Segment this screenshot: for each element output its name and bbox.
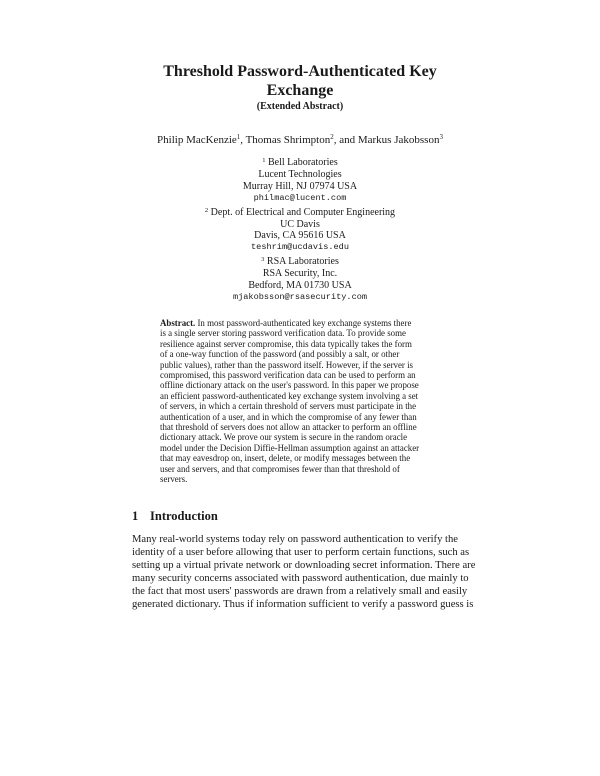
affiliation-email[interactable]: mjakobsson@rsasecurity.com [232,291,368,302]
paper-subtitle: (Extended Abstract) [256,101,344,112]
affiliation-line: $^2$ Dept. of Electrical and Computer Engineering [204,206,396,218]
abstract-line: an efficient password-authenticated key exchange system involving a set [160,390,419,401]
body-line: setting up a virtual private network or downloading secret information. There are [132,560,476,572]
abstract-line: public values), rather than the password itself. However, if the server is [160,359,413,370]
abstract [160,318,440,485]
affiliation-line: $^3$ RSA Laboratories [261,256,339,268]
abstract-line: user and servers, and that compromises fewer than that threshold of [160,463,400,474]
affiliation-mark: 2 [204,206,209,214]
affiliation-line: Davis, CA 95616 USA [254,230,346,242]
abstract-line: compromised, this password verification data can be used to perform an [160,370,416,381]
affiliation-line: Lucent Technologies [258,168,342,180]
affiliation-line: Bedford, MA 01730 USA [248,280,352,292]
body-line: many security concerns associated with password authentication, due mainly to [132,573,469,585]
abstract-line: of a one-way function of the password (and possibly a salt, or other [160,349,400,360]
affiliation-email[interactable]: teshrim@ucdavis.edu [251,242,349,253]
abstract-line: resilience against server compromise, this data typically takes the form [160,338,412,349]
affiliation-mark: 3 [261,256,265,264]
body-line: the fact that most users' passwords are drawn from a relatively small and easily [132,586,468,598]
author-separator: , and [333,134,358,146]
section-number: 1 [132,509,139,523]
body-line: Many real-world systems today rely on password authentication to verify the [132,534,458,545]
affiliation-line: UC Davis [280,218,320,230]
author-name: Markus Jakobsson [357,134,440,146]
body-line: generated dictionary. Thus if information sufficient to verify a password guess is [132,599,474,611]
author-name: Philip MacKenzie [157,134,237,146]
author-affil-mark: 1 [236,133,241,141]
abstract-line: authentication of a user, and in which the compromise of any fewer than [160,411,417,422]
affiliation-line: $^1$ Bell Laboratories [262,157,338,168]
title-line-2: Exchange [266,82,334,99]
affiliation-email[interactable]: philmac@lucent.com [253,192,347,203]
abstract-label: Abstract. [160,318,196,328]
body-line: identity of a user before allowing that user to perform certain functions, such as [132,547,470,559]
section-title: Introduction [150,509,218,523]
affiliations [100,155,500,304]
abstract-line: that threshold of servers does not allow an attacker to perform an offline [160,422,417,433]
affiliation-line: RSA Security, Inc. [262,268,338,280]
abstract-line: offline dictionary attack on the user's password. In this paper we propose [160,380,419,391]
abstract-line: dictionary attack. We prove our system is secure in the random oracle [160,432,408,443]
author-separator: , [240,134,246,146]
affiliation-mark: 1 [262,157,266,164]
author-name: Thomas Shrimpton [245,134,331,146]
abstract-line: model under the Decision Diffie-Hellman assumption against an attacker [160,442,420,453]
title-line-1: Threshold Password-Authenticated Key [163,63,437,80]
abstract-line: that may eavesdrop on, insert, delete, or modify messages between the [160,453,411,464]
abstract-line: of servers, in which a certain threshold of servers must participate in the [160,401,417,412]
author-list [60,133,540,146]
abstract-line: is a single server storing password verification data. To provide some [160,328,406,339]
section-heading [132,509,218,524]
abstract-line: Abstract. In most password-authenticated key exchange systems there [160,318,412,328]
abstract-line: servers. [160,474,188,485]
affiliation-line: Murray Hill, NJ 07974 USA [242,180,358,192]
intro-paragraph [132,533,476,612]
paper-title [100,62,500,100]
author-affil-mark: 2 [330,133,334,141]
author-affil-mark: 3 [439,133,443,141]
